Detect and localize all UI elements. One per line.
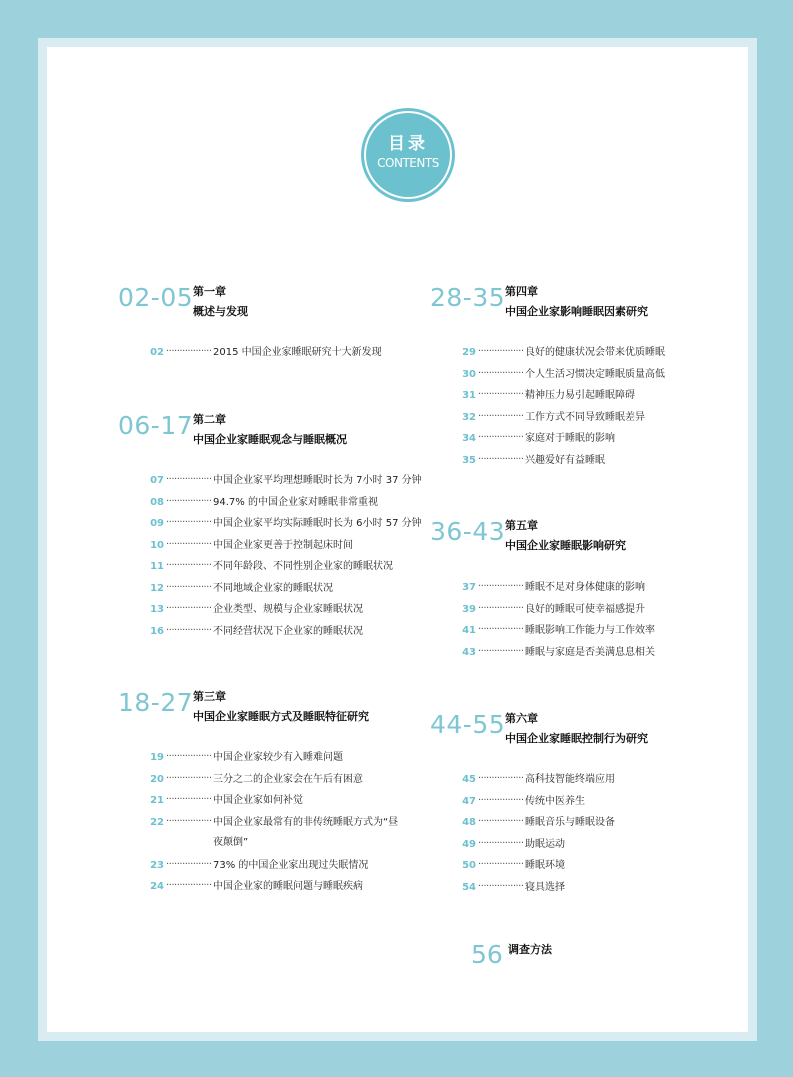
leader-dots: ················· xyxy=(166,772,212,784)
toc-entry[interactable] xyxy=(450,880,740,900)
entry-page-number: 34 xyxy=(462,433,476,444)
entry-page-number: 23 xyxy=(150,859,164,871)
leader-dots: ················· xyxy=(166,880,212,891)
entry-title: 工作方式不同导致睡眠差异 xyxy=(525,411,645,423)
contents-badge xyxy=(366,113,450,197)
toc-entry[interactable] xyxy=(450,837,740,857)
chapter-page-range[interactable]: 28-35 xyxy=(430,283,506,312)
entry-page-number: 31 xyxy=(462,390,476,401)
entry-page-number: 37 xyxy=(462,582,476,593)
leader-dots: ················· xyxy=(478,880,524,892)
method-label[interactable]: 调查方法 xyxy=(508,943,552,956)
chapter-header xyxy=(430,517,730,557)
entry-page-number: 54 xyxy=(462,881,476,893)
entry-page-number: 11 xyxy=(150,561,164,572)
entry-page-number: 09 xyxy=(150,518,164,529)
method-page-number[interactable]: 56 xyxy=(471,940,503,969)
leader-dots: ················· xyxy=(166,751,212,762)
leader-dots: ················· xyxy=(478,645,524,657)
toc-entry[interactable] xyxy=(450,623,740,643)
contents-title-en: CONTENTS xyxy=(377,156,439,170)
entry-title: 中国企业家更善于控制起床时间 xyxy=(213,539,353,551)
toc-entry[interactable] xyxy=(138,624,428,644)
chapter-number[interactable]: 第三章 xyxy=(193,690,226,703)
toc-entry[interactable] xyxy=(450,858,740,878)
entry-title: 睡眠音乐与睡眠设备 xyxy=(525,817,615,828)
leader-dots: ················· xyxy=(166,794,212,805)
entry-page-number: 07 xyxy=(150,475,164,486)
leader-dots: ················· xyxy=(478,346,524,357)
entry-title: 兴趣爱好有益睡眠 xyxy=(525,454,605,466)
toc-entry[interactable] xyxy=(138,879,428,899)
chapter-page-range[interactable]: 36-43 xyxy=(430,517,506,546)
entry-title: 企业类型、规模与企业家睡眠状况 xyxy=(213,604,363,615)
entry-title: 助眠运动 xyxy=(525,838,565,850)
leader-dots: ················· xyxy=(478,773,524,784)
leader-dots: ················· xyxy=(166,346,212,357)
toc-entry[interactable] xyxy=(138,345,428,365)
chapter-page-range[interactable]: 44-55 xyxy=(430,710,506,739)
chapter-header xyxy=(430,710,730,750)
entry-page-number: 13 xyxy=(150,604,164,615)
entry-page-number: 49 xyxy=(462,838,476,850)
toc-entry[interactable] xyxy=(138,750,428,770)
leader-dots: ················· xyxy=(478,602,524,614)
chapter-number[interactable]: 第一章 xyxy=(193,285,226,298)
leader-dots: ················· xyxy=(166,624,212,636)
contents-title-zh: 目录 xyxy=(388,134,428,154)
entry-title: 睡眠环境 xyxy=(525,860,565,871)
entry-page-number: 35 xyxy=(462,454,476,466)
entry-title-continued: 夜颠倒” xyxy=(213,836,249,848)
entry-page-number: 43 xyxy=(462,646,476,658)
entry-title: 良好的健康状况会带来优质睡眠 xyxy=(525,347,665,358)
chapter-title[interactable]: 中国企业家睡眠控制行为研究 xyxy=(505,732,648,745)
leader-dots: ················· xyxy=(478,581,524,592)
leader-dots: ················· xyxy=(478,837,524,849)
entry-title: 个人生活习惯决定睡眠质量高低 xyxy=(525,368,665,380)
toc-entry[interactable] xyxy=(450,388,740,408)
entry-title: 良好的睡眠可使幸福感提升 xyxy=(525,603,645,615)
leader-dots: ················· xyxy=(166,603,212,614)
entry-page-number: 47 xyxy=(462,795,476,807)
entry-title: 三分之二的企业家会在午后有困意 xyxy=(213,773,363,785)
entry-title: 中国企业家较少有入睡难问题 xyxy=(213,752,343,763)
leader-dots: ················· xyxy=(478,410,524,422)
leader-dots: ················· xyxy=(478,367,524,379)
entry-title: 睡眠影响工作能力与工作效率 xyxy=(525,625,655,636)
leader-dots: ················· xyxy=(478,624,524,635)
chapter-title[interactable]: 中国企业家睡眠观念与睡眠概况 xyxy=(193,433,347,446)
leader-dots: ················· xyxy=(166,517,212,528)
chapter-header xyxy=(118,283,418,323)
entry-title: 94.7% 的中国企业家对睡眠非常重视 xyxy=(213,496,378,508)
chapter-header xyxy=(118,411,418,451)
leader-dots: ················· xyxy=(166,560,212,571)
leader-dots: ················· xyxy=(166,474,212,485)
leader-dots: ················· xyxy=(166,858,212,870)
chapter-title[interactable]: 中国企业家睡眠方式及睡眠特征研究 xyxy=(193,710,369,723)
toc-entry[interactable] xyxy=(138,473,428,493)
entry-page-number: 20 xyxy=(150,773,164,785)
toc-entry[interactable] xyxy=(138,516,428,536)
entry-page-number: 22 xyxy=(150,816,164,828)
entry-page-number: 10 xyxy=(150,539,164,551)
entry-title: 家庭对于睡眠的影响 xyxy=(525,433,615,444)
toc-entry[interactable] xyxy=(450,410,740,430)
entry-page-number: 50 xyxy=(462,860,476,871)
entry-title: 73% 的中国企业家出现过失眠情况 xyxy=(213,859,369,871)
toc-entry[interactable] xyxy=(450,367,740,387)
entry-page-number: 30 xyxy=(462,368,476,380)
entry-title: 2015 中国企业家睡眠研究十大新发现 xyxy=(213,347,382,358)
entry-page-number: 39 xyxy=(462,603,476,615)
entry-page-number: 08 xyxy=(150,496,164,508)
entry-page-number: 24 xyxy=(150,881,164,892)
entry-page-number: 29 xyxy=(462,347,476,358)
toc-entry[interactable] xyxy=(450,580,740,600)
chapter-header xyxy=(430,283,730,323)
toc-entry[interactable] xyxy=(450,794,740,814)
entry-page-number: 45 xyxy=(462,774,476,785)
entry-title: 不同年龄段、不同性别企业家的睡眠状况 xyxy=(213,561,393,572)
leader-dots: ················· xyxy=(478,432,524,443)
toc-entry[interactable] xyxy=(450,345,740,365)
toc-entry[interactable] xyxy=(450,815,740,835)
chapter-number[interactable]: 第六章 xyxy=(505,712,538,725)
toc-entry[interactable] xyxy=(450,772,740,792)
leader-dots: ················· xyxy=(478,794,524,806)
chapter-page-range[interactable]: 18-27 xyxy=(118,688,194,717)
entry-page-number: 21 xyxy=(150,795,164,806)
leader-dots: ················· xyxy=(166,581,212,593)
toc-entry[interactable] xyxy=(138,495,428,515)
entry-page-number: 16 xyxy=(150,625,164,637)
entry-title: 中国企业家如何补觉 xyxy=(213,795,303,806)
entry-title: 睡眠与家庭是否美满息息相关 xyxy=(525,646,655,658)
entry-page-number: 48 xyxy=(462,817,476,828)
entry-title: 睡眠不足对身体健康的影响 xyxy=(525,582,645,593)
chapter-title[interactable]: 概述与发现 xyxy=(193,305,248,318)
leader-dots: ················· xyxy=(166,815,212,827)
entry-title: 寝具选择 xyxy=(525,881,565,893)
entry-title: 不同地域企业家的睡眠状况 xyxy=(213,582,333,594)
leader-dots: ················· xyxy=(166,495,212,507)
leader-dots: ················· xyxy=(478,859,524,870)
entry-title: 不同经营状况下企业家的睡眠状况 xyxy=(213,625,363,637)
chapter-page-range[interactable]: 02-05 xyxy=(118,283,194,312)
toc-entry[interactable] xyxy=(138,858,428,878)
leader-dots: ················· xyxy=(478,453,524,465)
chapter-number[interactable]: 第二章 xyxy=(193,413,226,426)
toc-entry[interactable] xyxy=(450,431,740,451)
entry-page-number: 32 xyxy=(462,411,476,423)
toc-entry[interactable] xyxy=(138,815,428,855)
chapter-title[interactable]: 中国企业家睡眠影响研究 xyxy=(505,539,626,552)
entry-page-number: 19 xyxy=(150,752,164,763)
leader-dots: ················· xyxy=(166,538,212,550)
entry-title: 中国企业家平均实际睡眠时长为 6小时 57 分钟 xyxy=(213,518,422,529)
entry-page-number: 02 xyxy=(150,347,164,358)
toc-entry[interactable] xyxy=(450,602,740,622)
toc-entry[interactable] xyxy=(138,772,428,792)
entry-title: 传统中医养生 xyxy=(525,795,585,807)
toc-entry[interactable] xyxy=(450,453,740,473)
toc-entry[interactable] xyxy=(450,645,740,665)
chapter-header xyxy=(118,688,418,728)
toc-entry[interactable] xyxy=(138,793,428,813)
entry-title: 高科技智能终端应用 xyxy=(525,774,615,785)
entry-title: 中国企业家最常有的非传统睡眠方式为“昼 xyxy=(213,816,399,828)
entry-title: 精神压力易引起睡眠障碍 xyxy=(525,390,635,401)
entry-title: 中国企业家平均理想睡眠时长为 7小时 37 分钟 xyxy=(213,475,422,486)
chapter-number[interactable]: 第四章 xyxy=(505,285,538,298)
entry-title: 中国企业家的睡眠问题与睡眠疾病 xyxy=(213,881,363,892)
chapter-number[interactable]: 第五章 xyxy=(505,519,538,532)
toc-entry[interactable] xyxy=(138,538,428,558)
chapter-page-range[interactable]: 06-17 xyxy=(118,411,194,440)
chapter-title[interactable]: 中国企业家影响睡眠因素研究 xyxy=(505,305,648,318)
leader-dots: ················· xyxy=(478,816,524,827)
toc-entry[interactable] xyxy=(138,559,428,579)
toc-entry[interactable] xyxy=(138,602,428,622)
entry-page-number: 41 xyxy=(462,625,476,636)
toc-entry[interactable] xyxy=(138,581,428,601)
entry-page-number: 12 xyxy=(150,582,164,594)
leader-dots: ················· xyxy=(478,389,524,400)
